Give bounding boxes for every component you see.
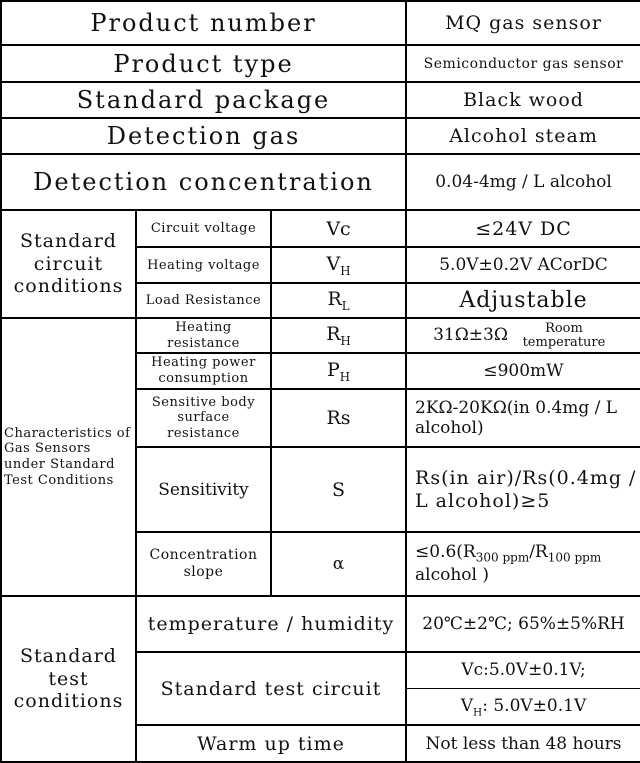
group-characteristics: Characteristics of Gas Sensors under Standard Test Conditions: [1, 318, 136, 596]
value-test-circuit-vh: $V_H$: 5.0V±0.1V: [460, 696, 587, 719]
label-temp-humidity: temperature / humidity: [136, 596, 406, 652]
row-temp-humidity: [1, 596, 640, 652]
symbol-sensitivity: S: [271, 447, 406, 532]
value-product-type: Semiconductor gas sensor: [406, 45, 640, 82]
label-product-number: Product number: [1, 1, 406, 45]
symbol-load-resistance: $R_L$: [271, 283, 406, 318]
symbol-circuit-voltage: Vc: [271, 210, 406, 247]
label-load-resistance: Load Resistance: [136, 283, 271, 318]
symbol-surface-resistance: Rs: [271, 389, 406, 447]
symbol-heating-resistance: $R_H$: [271, 318, 406, 353]
label-product-type: Product type: [1, 45, 406, 82]
label-detection-concentration: Detection concentration: [1, 154, 406, 210]
group-standard-test: Standard test conditions: [1, 596, 136, 762]
label-test-circuit: Standard test circuit: [136, 652, 406, 725]
row-product-number: [1, 1, 640, 45]
row-detection-gas: [1, 118, 640, 154]
symbol-concentration-slope: α: [271, 532, 406, 596]
row-standard-package: [1, 82, 640, 118]
label-detection-gas: Detection gas: [1, 118, 406, 154]
room-temperature-note: Room temperature: [522, 320, 606, 350]
value-circuit-voltage: ≤24V DC: [406, 210, 640, 247]
value-detection-gas: Alcohol steam: [406, 118, 640, 154]
value-product-number: MQ gas sensor: [406, 1, 640, 45]
row-detection-concentration: [1, 154, 640, 210]
label-circuit-voltage: Circuit voltage: [136, 210, 271, 247]
label-sensitivity: Sensitivity: [136, 447, 271, 532]
value-heating-voltage: 5.0V±0.2V ACorDC: [406, 247, 640, 283]
row-product-type: [1, 45, 640, 82]
row-circuit-voltage: [1, 210, 640, 247]
symbol-heating-voltage: $V_H$: [271, 247, 406, 283]
label-standard-package: Standard package: [1, 82, 406, 118]
label-surface-resistance: Sensitive body surface resistance: [136, 389, 271, 447]
value-test-circuit: [406, 652, 640, 725]
value-sensitivity: Rs(in air)/Rs(0.4mg / L alcohol)≥5: [406, 447, 640, 532]
group-standard-circuit: Standard circuit conditions: [1, 210, 136, 318]
value-test-circuit-vc: Vc:5.0V±0.1V;: [407, 653, 640, 689]
value-warmup: Not less than 48 hours: [406, 725, 640, 762]
value-standard-package: Black wood: [406, 82, 640, 118]
value-load-resistance: Adjustable: [406, 283, 640, 318]
label-concentration-slope: Concentration slope: [136, 532, 271, 596]
label-heating-voltage: Heating voltage: [136, 247, 271, 283]
label-warmup: Warm up time: [136, 725, 406, 762]
value-surface-resistance: 2KΩ-20KΩ(in 0.4mg / L alcohol): [406, 389, 640, 447]
value-temp-humidity: 20℃±2℃; 65%±5%RH: [406, 596, 640, 652]
row-heating-resistance: [1, 318, 640, 353]
label-heating-power: Heating power consumption: [136, 353, 271, 389]
value-concentration-slope: $\le 0.6(R_{300 ppm}/R_{100 ppm}$ alcohol ): [406, 532, 640, 596]
symbol-heating-power: $P_H$: [271, 353, 406, 389]
value-heating-power: ≤900mW: [406, 353, 640, 389]
value-heating-resistance: 31Ω±3Ω Room temperature: [406, 318, 640, 353]
value-detection-concentration: 0.04-4mg / L alcohol: [406, 154, 640, 210]
label-heating-resistance: Heating resistance: [136, 318, 271, 353]
